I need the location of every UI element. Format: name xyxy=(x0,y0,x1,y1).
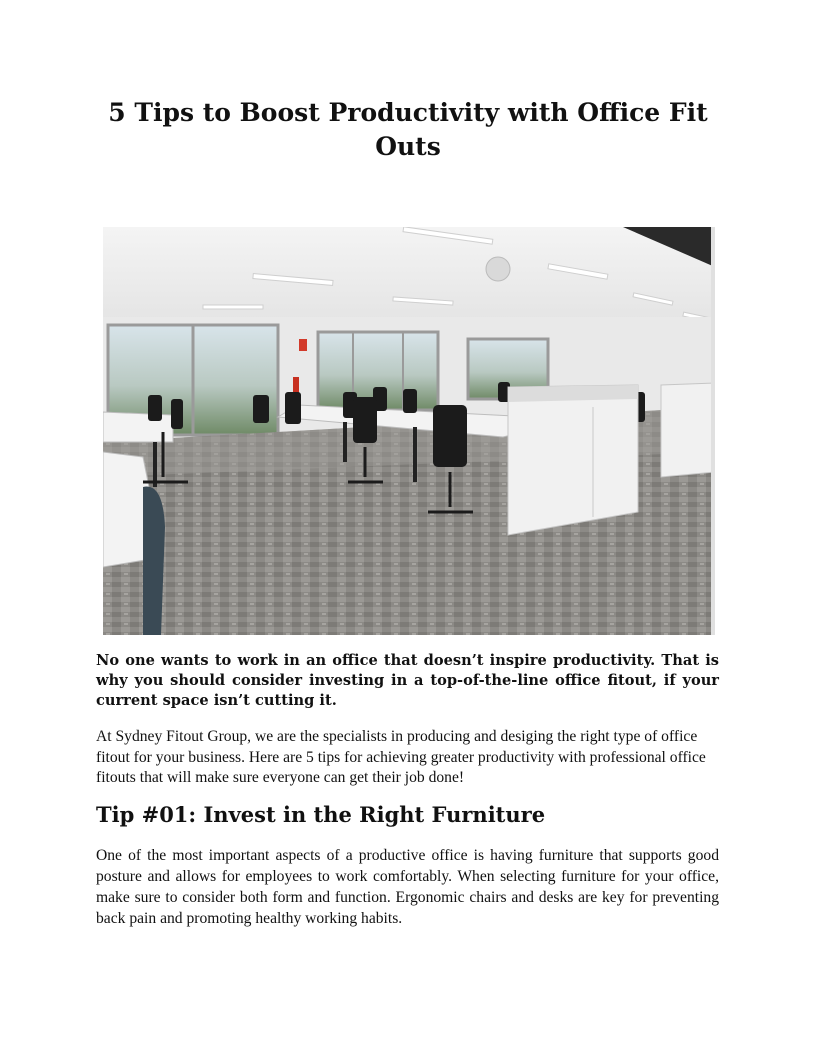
document-title: 5 Tips to Boost Productivity with Office Fit Outs xyxy=(108,98,708,161)
tip-1-heading: Tip #01: Invest in the Right Furniture xyxy=(96,802,546,827)
body-paragraph-1: At Sydney Fitout Group, we are the specialists in producing and desiging the right type of office fitout for your business. Here are 5 tips for achieving greater productivity with professional office fitouts that will make sure everyone can get their job done! xyxy=(96,728,706,786)
office-fitout-photo xyxy=(103,227,715,635)
tip-1-paragraph: One of the most important aspects of a productive office is having furniture that supports good posture and allows for employees to work comfortably. When selecting furniture for your office, make sure to consider both form and function. Ergonomic chairs and desks are key for preventing back pain and promoting healthy working habits. xyxy=(96,847,719,927)
office-interior-illustration xyxy=(103,227,715,635)
intro-bold-paragraph: No one wants to work in an office that doesn’t inspire productivity. That is why you should consider investing in a top-of-the-line office fitout, if your current space isn’t cutting it. xyxy=(96,652,719,709)
